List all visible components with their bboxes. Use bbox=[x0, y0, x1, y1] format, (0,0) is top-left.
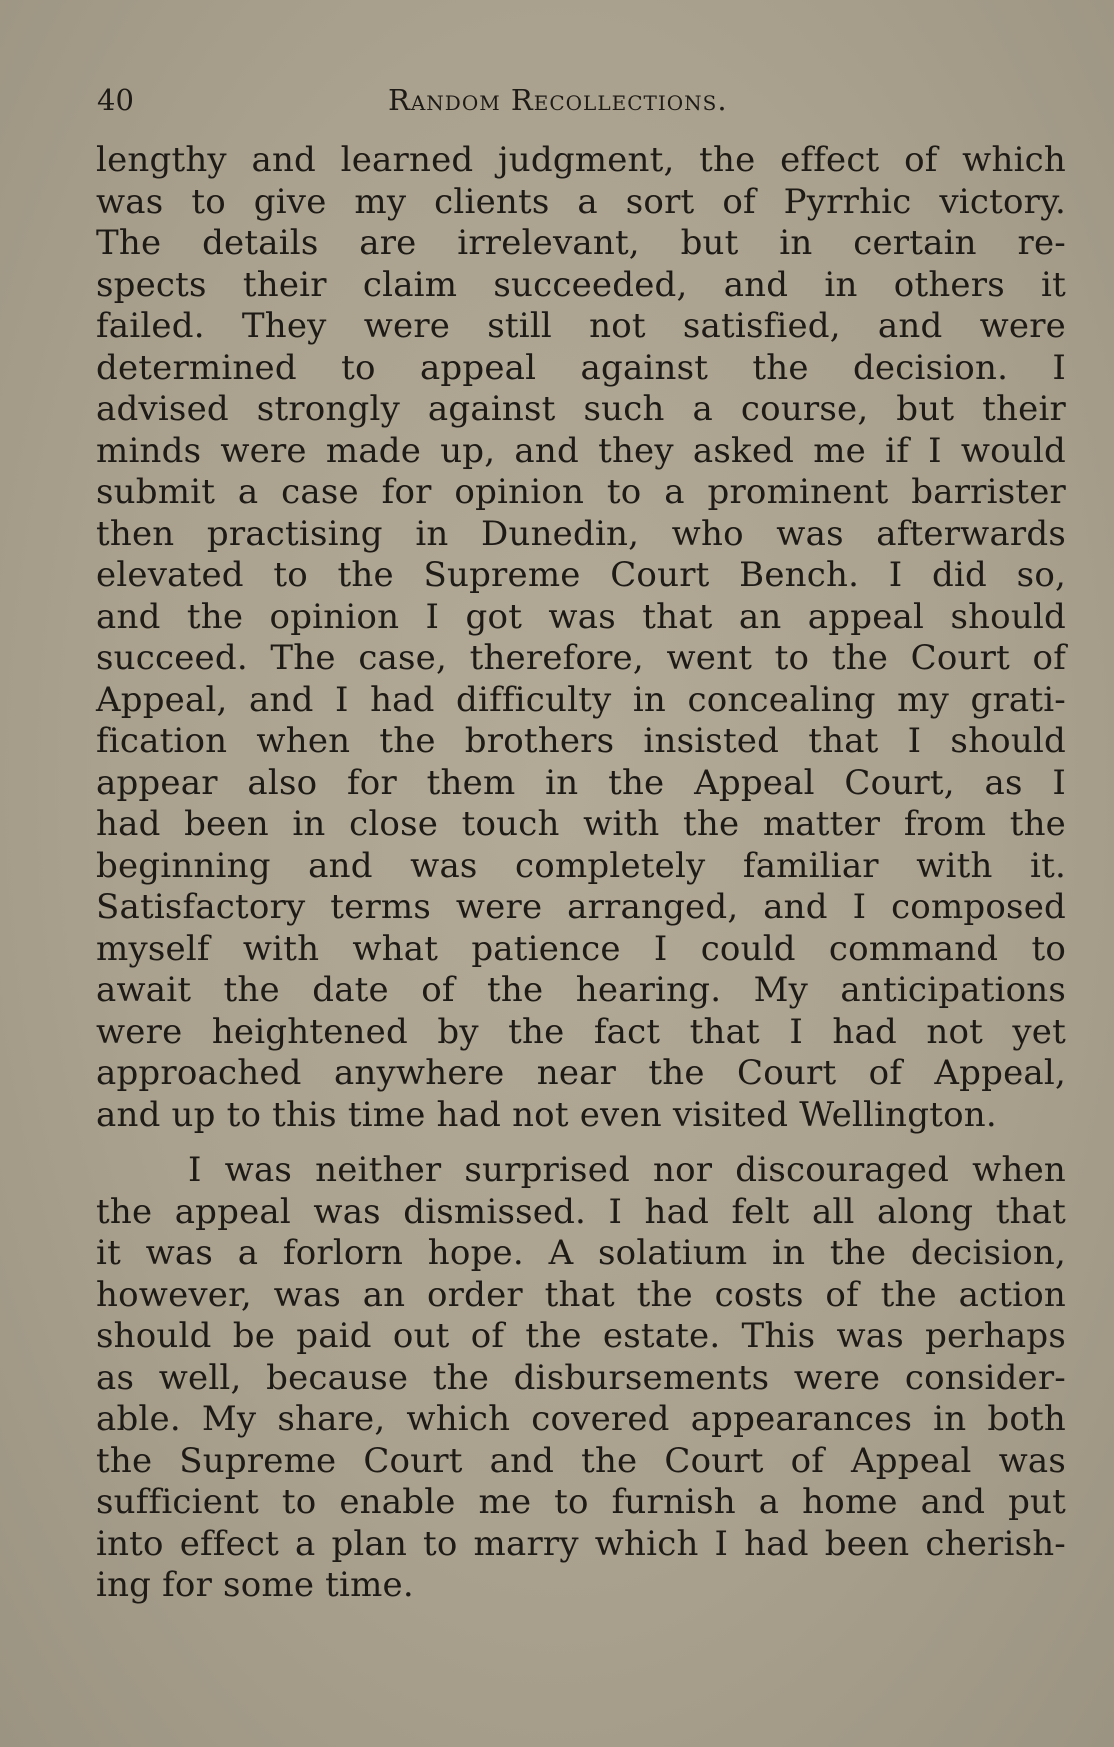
text-line: able. My share, which covered appearances in both bbox=[96, 1399, 1066, 1439]
text-line: fication when the brothers insisted that I should bbox=[96, 721, 1066, 761]
text-line: the Supreme Court and the Court of Appeal was bbox=[96, 1440, 1066, 1481]
text-line: elevated to the Supreme Court Bench. I did so, bbox=[96, 555, 1066, 595]
text-line: and up to this time had not even visited Wellington. bbox=[96, 1094, 997, 1135]
text-line: await the date of the hearing. My anticipations bbox=[96, 970, 1066, 1010]
text-line: Appeal, and I had difficulty in concealing my grati- bbox=[96, 679, 1066, 720]
paragraph-gap bbox=[96, 1136, 1066, 1150]
text-line: minds were made up, and they asked me if I would bbox=[96, 430, 1066, 471]
running-title: Random Recollections. bbox=[388, 83, 728, 117]
text-line: ing for some time. bbox=[96, 1565, 414, 1605]
text-line: then practising in Dunedin, who was afterwards bbox=[96, 513, 1066, 554]
text-line: myself with what patience I could command to bbox=[96, 928, 1066, 969]
page-header bbox=[97, 80, 1067, 120]
text-line: should be paid out of the estate. This was perhaps bbox=[96, 1316, 1066, 1356]
text-line: I was neither surprised nor discouraged when bbox=[188, 1150, 1066, 1190]
body-text bbox=[96, 140, 1066, 1607]
text-line: were heightened by the fact that I had not yet bbox=[96, 1011, 1066, 1052]
text-line: as well, because the disbursements were consider- bbox=[96, 1357, 1066, 1398]
text-line: advised strongly against such a course, but their bbox=[96, 389, 1066, 429]
text-line: appear also for them in the Appeal Court, as I bbox=[96, 762, 1066, 803]
text-line: submit a case for opinion to a prominent barrister bbox=[96, 472, 1066, 512]
text-line: had been in close touch with the matter from the bbox=[96, 804, 1066, 844]
text-line: beginning and was completely familiar with it. bbox=[96, 845, 1066, 886]
text-line: it was a forlorn hope. A solatium in the decision, bbox=[96, 1233, 1066, 1273]
text-line: was to give my clients a sort of Pyrrhic victory. bbox=[96, 181, 1066, 222]
text-line: The details are irrelevant, but in certain re- bbox=[96, 223, 1066, 263]
text-line: approached anywhere near the Court of Appeal, bbox=[96, 1053, 1066, 1093]
text-line: determined to appeal against the decision. I bbox=[96, 347, 1066, 388]
text-line: however, was an order that the costs of the action bbox=[96, 1274, 1066, 1315]
page-number: 40 bbox=[97, 83, 134, 117]
paragraph bbox=[96, 1150, 1066, 1607]
text-line: into effect a plan to marry which I had been cherish- bbox=[96, 1523, 1066, 1564]
text-line: failed. They were still not satisfied, and were bbox=[96, 306, 1066, 346]
text-line: lengthy and learned judgment, the effect of which bbox=[96, 140, 1066, 180]
text-line: and the opinion I got was that an appeal should bbox=[96, 596, 1066, 637]
text-line: sufficient to enable me to furnish a home and put bbox=[96, 1482, 1066, 1522]
text-line: succeed. The case, therefore, went to the Court of bbox=[96, 638, 1066, 678]
paragraph bbox=[96, 140, 1066, 1136]
text-line: the appeal was dismissed. I had felt all along that bbox=[96, 1191, 1066, 1232]
text-line: spects their claim succeeded, and in others it bbox=[96, 264, 1066, 305]
text-line: Satisfactory terms were arranged, and I composed bbox=[96, 887, 1066, 927]
